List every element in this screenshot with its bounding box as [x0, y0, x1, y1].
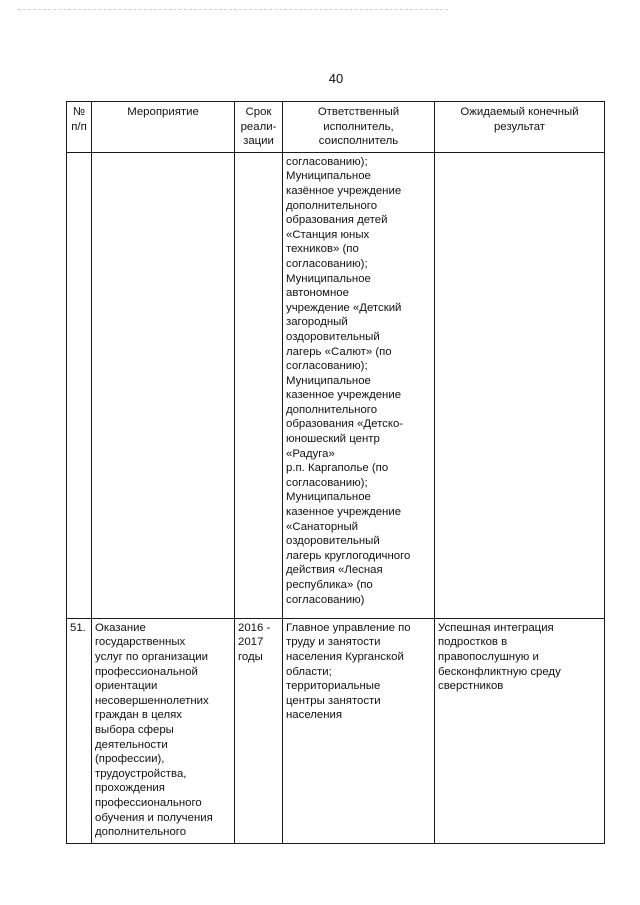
- row-number: 51.: [67, 618, 92, 843]
- cell-line: р.п. Каргаполье (по: [286, 462, 389, 475]
- row-term: [235, 618, 283, 843]
- page-number: 40: [328, 71, 344, 86]
- cell-line: дополнительного: [95, 826, 187, 839]
- row-term: [235, 152, 283, 618]
- cell-line: населения: [286, 709, 343, 722]
- cell-line: 2017: [238, 636, 264, 649]
- header-executor: [283, 102, 435, 153]
- cell-line: казенное учреждение: [286, 389, 402, 402]
- cell-line: профессиональной: [95, 665, 198, 678]
- header-number: [67, 102, 92, 153]
- cell-line: образования детей: [286, 214, 388, 227]
- cell-line: дополнительного: [286, 403, 378, 416]
- cell-line: труду и занятости: [286, 636, 381, 649]
- row-executor: [283, 152, 435, 618]
- cell-line: «Радуга»: [286, 447, 335, 460]
- cell-line: согласованию);: [286, 476, 368, 489]
- cell-line: годы: [238, 650, 263, 663]
- cell-line: Муниципальное: [286, 170, 371, 183]
- cell-line: подростков в: [438, 636, 508, 649]
- header-activity: [92, 102, 235, 153]
- cell-line: ориентации: [95, 680, 158, 693]
- cell-line: п/п: [71, 120, 87, 133]
- cell-line: лагерь «Салют» (по: [286, 345, 392, 358]
- cell-line: юношеский центр: [286, 433, 380, 446]
- header-result: [435, 102, 605, 153]
- scan-artifact-line: [18, 9, 448, 11]
- activities-table: [66, 101, 605, 844]
- cell-line: учреждение «Детский: [286, 301, 402, 314]
- table-row: [67, 618, 605, 843]
- cell-line: соисполнитель: [318, 135, 399, 148]
- cell-line: бесконфликтную среду: [438, 665, 561, 678]
- cell-line: загородный: [286, 316, 348, 329]
- cell-line: обучения и получения: [95, 811, 213, 824]
- cell-line: зации: [243, 135, 274, 148]
- row-number: [67, 152, 92, 618]
- cell-line: выбора сферы: [95, 723, 174, 736]
- cell-line: Ответственный: [317, 106, 400, 118]
- row-activity: [92, 618, 235, 843]
- row-result: [435, 152, 605, 618]
- cell-line: «Станция юных: [286, 228, 370, 241]
- cell-line: «Санаторный: [286, 520, 358, 533]
- cell-line: Муниципальное: [286, 374, 371, 387]
- cell-line: Муниципальное: [286, 272, 371, 285]
- cell-line: деятельности: [95, 738, 168, 751]
- cell-line: №: [72, 106, 86, 118]
- cell-line: лагерь круглогодичного: [286, 549, 411, 562]
- cell-line: казенное учреждение: [286, 506, 402, 519]
- cell-line: государственных: [95, 636, 186, 649]
- cell-line: Ожидаемый конечный: [460, 106, 579, 118]
- cell-line: исполнитель,: [323, 120, 394, 133]
- cell-line: профессионального: [95, 796, 202, 809]
- cell-line: (профессии),: [95, 753, 165, 766]
- table-header-row: [67, 102, 605, 153]
- cell-line: населения Курганской: [286, 650, 404, 663]
- table-row: [67, 152, 605, 618]
- cell-line: несовершеннолетних: [95, 694, 209, 707]
- cell-line: сверстников: [438, 680, 504, 693]
- cell-line: граждан в целях: [95, 709, 182, 722]
- cell-line: Мероприятие: [127, 106, 199, 118]
- cell-line: согласованию);: [286, 155, 368, 168]
- cell-line: техников» (по: [286, 243, 359, 256]
- cell-line: автономное: [286, 287, 349, 300]
- cell-line: республика» (по: [286, 579, 373, 591]
- cell-line: Главное управление по: [286, 621, 411, 634]
- cell-line: Оказание: [95, 621, 146, 634]
- row-result: [435, 618, 605, 843]
- cell-line: оздоровительный: [286, 535, 380, 548]
- cell-line: оздоровительный: [286, 330, 380, 343]
- cell-line: территориальные: [286, 680, 381, 693]
- cell-line: трудоустройства,: [95, 767, 187, 780]
- cell-line: области;: [286, 665, 332, 678]
- cell-line: согласованию);: [286, 257, 368, 270]
- cell-line: дополнительного: [286, 199, 378, 212]
- cell-line: согласованию);: [286, 360, 368, 373]
- cell-line: реали-: [240, 120, 277, 133]
- cell-line: 2016 -: [238, 621, 271, 634]
- cell-line: услуг по организации: [95, 650, 208, 663]
- cell-line: действия «Лесная: [286, 564, 383, 577]
- cell-line: Успешная интеграция: [438, 621, 554, 634]
- cell-line: образования «Детско-: [286, 418, 404, 431]
- row-activity: [92, 152, 235, 618]
- cell-line: Муниципальное: [286, 491, 371, 504]
- cell-line: правопослушную и: [438, 650, 539, 663]
- cell-line: результат: [493, 120, 546, 133]
- cell-line: согласованию): [286, 593, 365, 606]
- cell-line: прохождения: [95, 782, 165, 795]
- cell-line: Срок: [245, 106, 272, 118]
- header-term: [235, 102, 283, 153]
- cell-line: центры занятости: [286, 694, 381, 707]
- row-executor: [283, 618, 435, 843]
- cell-line: казённое учреждение: [286, 184, 402, 197]
